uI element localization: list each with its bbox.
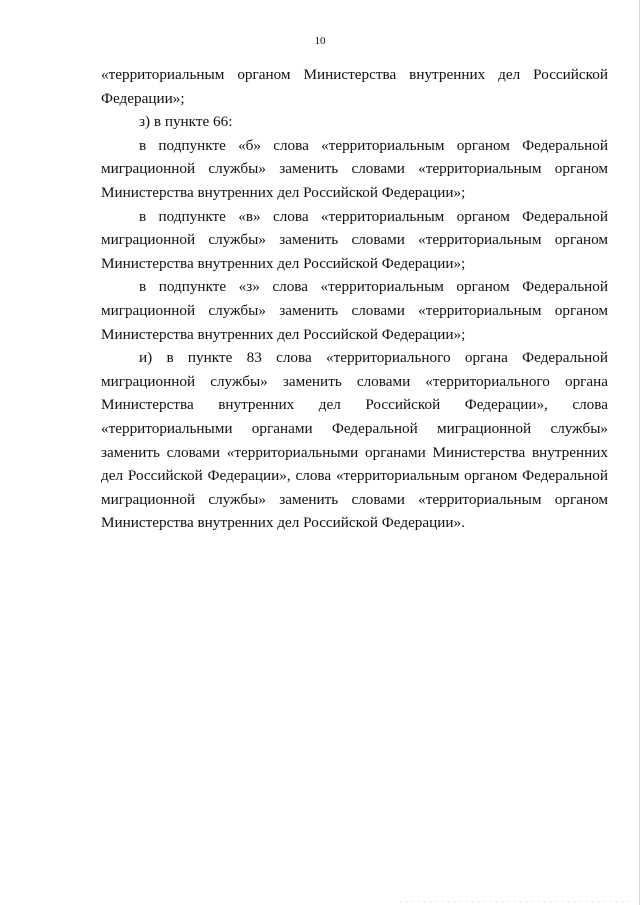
document-body bbox=[101, 63, 608, 535]
scan-speckle bbox=[400, 901, 630, 902]
paragraph-continuation: «территориальным органом Министерства внутренних дел Российской Федерации»; bbox=[101, 66, 608, 107]
paragraph-item-i: и) в пункте 83 слова «территориального органа Федеральной миграционной службы» заменить словами «территориального органа Министерства внутренних дел Российской Федерации», слова «территориальными органами Федеральной миграционной службы» заменить словами «территориальными органами Министерства внутренних дел Российской Федерации», слова «территориальным органом Федеральной миграционной службы» заменить словами «территориальным органом Министерства внутренних дел Российской Федерации». bbox=[101, 349, 608, 532]
paragraph-subitem-v: в подпункте «в» слова «территориальным органом Федеральной миграционной службы» заменить словами «территориальным органом Министерства внутренних дел Российской Федерации»; bbox=[101, 207, 608, 272]
paragraph-item-z: з) в пункте 66: bbox=[139, 113, 233, 131]
page-number: 10 bbox=[314, 35, 326, 47]
paragraph-subitem-z: в подпункте «з» слова «территориальным органом Федеральной миграционной службы» заменить словами «территориальным органом Министерства внутренних дел Российской Федерации»; bbox=[101, 278, 608, 343]
paragraph-subitem-b: в подпункте «б» слова «территориальным органом Федеральной миграционной службы» заменить словами «территориальным органом Министерства внутренних дел Российской Федерации»; bbox=[101, 136, 608, 201]
